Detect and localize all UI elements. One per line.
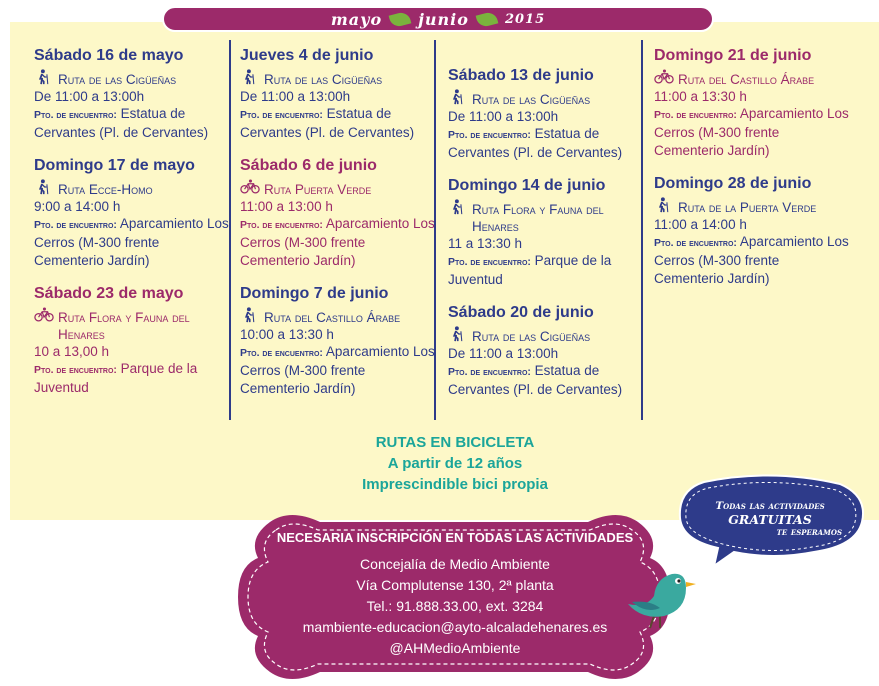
meeting-point xyxy=(240,343,436,398)
activity-entry xyxy=(240,46,436,142)
activity-time: De 11:00 a 13:00h xyxy=(240,89,351,104)
route-name: Ruta de las Cigüeñas xyxy=(472,329,591,344)
meeting-point-value: Aparcamiento Los Cerros (M-300 frente Cementerio Jardín) xyxy=(240,216,435,268)
bicycle-icon xyxy=(654,69,672,85)
activity-entry xyxy=(34,156,230,270)
meeting-point-value: Aparcamiento Los Cerros (M-300 frente Cementerio Jardín) xyxy=(654,106,849,158)
meeting-point-label: Pto. de encuentro: xyxy=(34,219,117,231)
activity-date: Domingo 21 de junio xyxy=(654,47,812,64)
header-banner xyxy=(162,6,714,32)
activity-date: Sábado 20 de junio xyxy=(448,304,594,321)
hiker-icon xyxy=(448,326,466,342)
activity-date: Sábado 6 de junio xyxy=(240,157,377,174)
meeting-point xyxy=(34,215,230,270)
activity-date: Sábado 16 de mayo xyxy=(34,47,184,64)
activity-route xyxy=(448,201,644,235)
route-name: Ruta Flora y Fauna del Henares xyxy=(58,310,190,342)
bike-note-age: A partir de 12 años xyxy=(387,455,523,472)
meeting-point xyxy=(448,252,644,289)
route-name: Ruta de las Cigüeñas xyxy=(472,92,591,107)
route-name: Ruta del Castillo Árabe xyxy=(678,72,815,87)
activity-date: Domingo 14 de junio xyxy=(448,177,606,194)
meeting-point-value: Estatua de Cervantes (Pl. de Cervantes) xyxy=(448,363,623,397)
signup-title: NECESARIA INSCRIPCIÓN EN TODAS LAS ACTIVIDADES xyxy=(276,530,634,545)
bubble-line2: GRATUITAS xyxy=(728,512,812,527)
activity-route xyxy=(654,199,850,216)
meeting-point xyxy=(448,362,644,399)
activity-date: Jueves 4 de junio xyxy=(240,47,374,64)
meeting-point-value: Parque de la Juventud xyxy=(448,253,612,287)
schedule-column-4 xyxy=(654,46,850,302)
route-name: Ruta de la Puerta Verde xyxy=(678,200,817,215)
meeting-point-label: Pto. de encuentro: xyxy=(654,237,737,249)
meeting-point xyxy=(654,233,850,288)
schedule-column-3 xyxy=(448,66,644,413)
hiker-icon xyxy=(240,307,258,323)
activity-entry xyxy=(448,303,644,399)
activity-time: De 11:00 a 13:00h xyxy=(448,346,559,361)
hiker-icon xyxy=(448,89,466,105)
signup-phone: Tel.: 91.888.33.00, ext. 3284 xyxy=(366,598,544,614)
meeting-point-label: Pto. de encuentro: xyxy=(240,219,323,231)
signup-address: Vía Complutense 130, 2ª planta xyxy=(356,577,554,593)
meeting-point-value: Estatua de Cervantes (Pl. de Cervantes) xyxy=(240,106,415,140)
route-name: Ruta de las Cigüeñas xyxy=(264,72,383,87)
activity-time: 9:00 a 14:00 h xyxy=(34,199,121,214)
activity-route xyxy=(448,91,644,108)
leaf-icon xyxy=(389,10,412,28)
activity-route xyxy=(448,328,644,345)
schedule-column-1 xyxy=(34,46,230,411)
meeting-point xyxy=(34,105,230,142)
meeting-point-label: Pto. de encuentro: xyxy=(448,129,531,141)
activity-route xyxy=(240,309,436,326)
activity-time: 11:00 a 13:00 h xyxy=(240,199,333,214)
activity-route xyxy=(654,71,850,88)
meeting-point-value: Aparcamiento Los Cerros (M-300 frente Cementerio Jardín) xyxy=(34,216,229,268)
meeting-point-value: Estatua de Cervantes (Pl. de Cervantes) xyxy=(34,106,209,140)
activity-route xyxy=(34,309,230,343)
meeting-point-label: Pto. de encuentro: xyxy=(448,256,531,268)
header-year: 2015 xyxy=(504,11,546,27)
activity-entry xyxy=(34,46,230,142)
bubble-line1: Todas las actividades xyxy=(715,500,825,512)
hiker-icon xyxy=(34,179,52,195)
meeting-point-label: Pto. de encuentro: xyxy=(240,347,323,359)
meeting-point-value: Aparcamiento Los Cerros (M-300 frente Cementerio Jardín) xyxy=(654,234,849,286)
bike-note-requirement: Imprescindible bici propia xyxy=(362,476,548,493)
activity-entry xyxy=(448,66,644,162)
activity-entry xyxy=(654,174,850,288)
activity-entry xyxy=(654,46,850,160)
bubble-line3: te esperamos xyxy=(776,526,842,538)
hiker-icon xyxy=(448,199,466,215)
activity-date: Domingo 7 de junio xyxy=(240,285,389,302)
meeting-point xyxy=(654,105,850,160)
activity-time: 11 a 13:30 h xyxy=(448,236,523,251)
meeting-point-value: Estatua de Cervantes (Pl. de Cervantes) xyxy=(448,126,623,160)
activity-time: De 11:00 a 13:00h xyxy=(448,109,559,124)
activity-date: Domingo 28 de junio xyxy=(654,175,812,192)
activity-time: 10:00 a 13:30 h xyxy=(240,327,334,342)
signup-department: Concejalía de Medio Ambiente xyxy=(360,556,550,572)
activity-time: De 11:00 a 13:00h xyxy=(34,89,145,104)
signup-email[interactable]: mambiente-educacion@ayto-alcaladehenares.es xyxy=(302,619,608,635)
activity-entry xyxy=(240,156,436,270)
route-name: Ruta de las Cigüeñas xyxy=(58,72,177,87)
meeting-point-label: Pto. de encuentro: xyxy=(34,364,117,376)
route-name: Ruta Flora y Fauna del Henares xyxy=(472,202,604,234)
signup-twitter[interactable]: @AHMedioAmbiente xyxy=(389,640,521,656)
meeting-point-label: Pto. de encuentro: xyxy=(654,109,737,121)
route-name: Ruta del Castillo Árabe xyxy=(264,310,401,325)
meeting-point xyxy=(448,125,644,162)
header-month2: junio xyxy=(418,9,469,29)
activity-entry xyxy=(240,284,436,398)
activity-entry xyxy=(448,176,644,289)
hiker-icon xyxy=(240,69,258,85)
header-month1: mayo xyxy=(330,9,383,29)
meeting-point-value: Aparcamiento Los Cerros (M-300 frente Cementerio Jardín) xyxy=(240,344,435,396)
meeting-point xyxy=(240,105,436,142)
activity-date: Sábado 13 de junio xyxy=(448,67,594,84)
meeting-point xyxy=(240,215,436,270)
schedule-column-2 xyxy=(240,46,436,412)
bicycle-icon xyxy=(240,179,258,195)
route-name: Ruta Puerta Verde xyxy=(264,182,372,197)
bike-note-title: RUTAS EN BICICLETA xyxy=(375,434,535,451)
activity-route xyxy=(240,71,436,88)
bird-icon xyxy=(620,556,700,634)
meeting-point-label: Pto. de encuentro: xyxy=(448,366,531,378)
hiker-icon xyxy=(34,69,52,85)
meeting-point-value: Parque de la Juventud xyxy=(34,361,198,395)
free-activities-text xyxy=(680,500,860,539)
bicycle-icon xyxy=(34,307,52,323)
signup-info xyxy=(270,528,640,659)
activity-time: 11:00 a 14:00 h xyxy=(654,217,747,232)
activity-route xyxy=(240,181,436,198)
bike-routes-note xyxy=(270,432,640,495)
activity-route xyxy=(34,71,230,88)
hiker-icon xyxy=(654,197,672,213)
activity-route xyxy=(34,181,230,198)
route-name: Ruta Ecce-Homo xyxy=(58,182,153,197)
leaf-icon xyxy=(476,10,499,28)
meeting-point-label: Pto. de encuentro: xyxy=(34,109,117,121)
activity-time: 11:00 a 13:30 h xyxy=(654,89,747,104)
meeting-point-label: Pto. de encuentro: xyxy=(240,109,323,121)
activity-date: Domingo 17 de mayo xyxy=(34,157,195,174)
activity-entry xyxy=(34,284,230,397)
activity-date: Sábado 23 de mayo xyxy=(34,285,184,302)
meeting-point xyxy=(34,360,230,397)
activity-time: 10 a 13,00 h xyxy=(34,344,110,359)
